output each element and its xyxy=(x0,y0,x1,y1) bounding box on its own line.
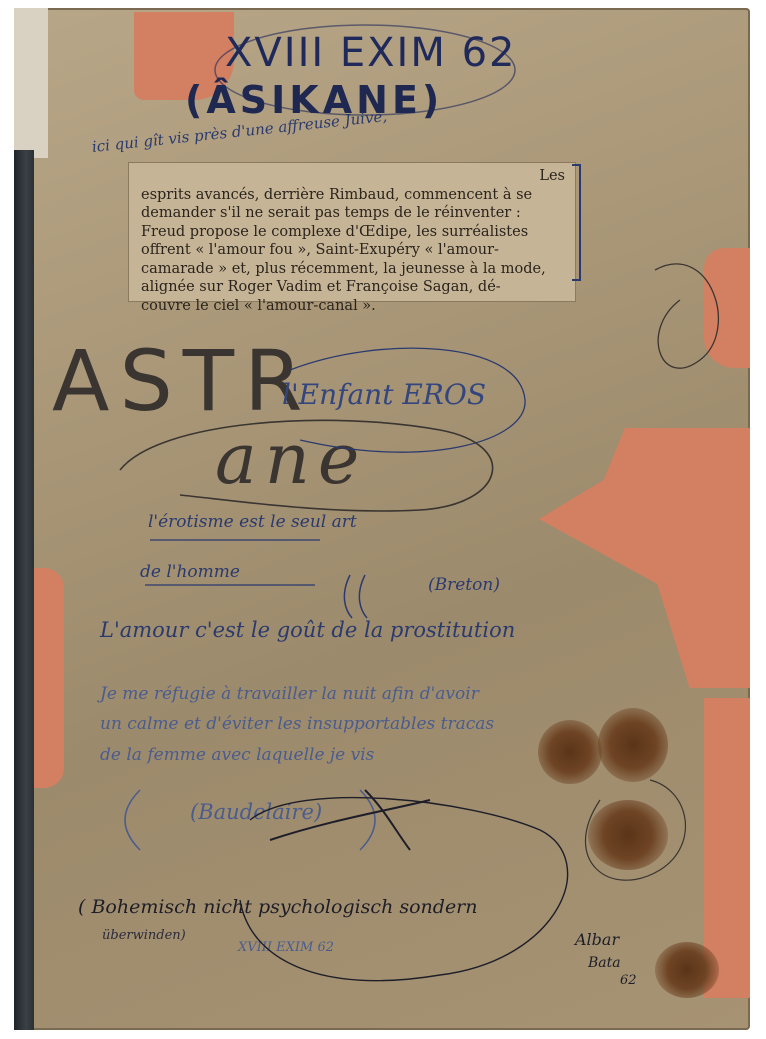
clipping-line: alignée sur Roger Vadim et Françoise Sagan, dé- xyxy=(141,279,501,295)
bottom-date: XVIII EXIM 62 xyxy=(238,940,335,955)
baudelaire-quote-line-1: Je me réfugie à travailler la nuit afin d'avoir xyxy=(100,684,479,704)
notebook-spine xyxy=(14,150,34,1030)
clipping-line: Freud propose le complexe d'Œdipe, les surréalistes xyxy=(141,223,529,240)
quote-line-2: de l'homme xyxy=(140,562,240,582)
breton-attribution: (Breton) xyxy=(428,575,500,595)
newspaper-clipping xyxy=(128,162,576,314)
clipping-line: esprits avancés, derrière Rimbaud, commencent à se xyxy=(141,186,533,203)
clipping-line: offrent « l'amour fou », Saint-Exupéry « l'amour- xyxy=(141,242,499,258)
stain xyxy=(598,708,668,782)
title-code: XVIII EXIM 62 xyxy=(225,30,517,76)
baudelaire-quote-line-2: un calme et d'éviter les insupportables tracas xyxy=(100,714,495,734)
spine-top-frayed xyxy=(14,8,48,158)
ane-scrawl: ane xyxy=(215,418,368,500)
amour-line: L'amour c'est le goût de la prostitution xyxy=(100,618,516,642)
bottom-note-line-2: überwinden) xyxy=(102,928,186,943)
clipping-line: camarade » et, plus récemment, la jeunesse à la mode, xyxy=(141,260,546,277)
stain xyxy=(655,942,719,998)
stain xyxy=(588,800,668,870)
enfant-eros-text: l'Enfant EROS xyxy=(282,378,487,411)
stain xyxy=(538,720,602,784)
signature-line-2: Bata xyxy=(588,955,621,971)
signature-year: 62 xyxy=(620,973,637,988)
torn-area-left xyxy=(34,568,64,788)
quote-line-1: l'érotisme est le seul art xyxy=(148,512,357,532)
notebook-title: (ÂSIKANE) xyxy=(185,78,444,122)
baudelaire-quote-line-3: de la femme avec laquelle je vis xyxy=(100,745,375,765)
top-handwritten-note: ici qui gît vis près d'une affreuse Juive, xyxy=(91,107,388,156)
signature-line-1: Albar xyxy=(575,930,620,949)
astr-scrawl: ASTR xyxy=(52,332,313,430)
bottom-note-line-1: ( Bohemisch nicht psychologisch sondern xyxy=(78,896,478,918)
clipping-line: Les xyxy=(539,168,565,184)
torn-area-right xyxy=(539,428,750,688)
clipping-line: couvre le ciel « l'amour-canal ». xyxy=(141,297,376,314)
torn-area-right-upper xyxy=(704,248,750,368)
baudelaire-attribution: (Baudelaire) xyxy=(190,800,323,824)
clipping-line: demander s'il ne serait pas temps de le réinventer : xyxy=(141,205,521,221)
